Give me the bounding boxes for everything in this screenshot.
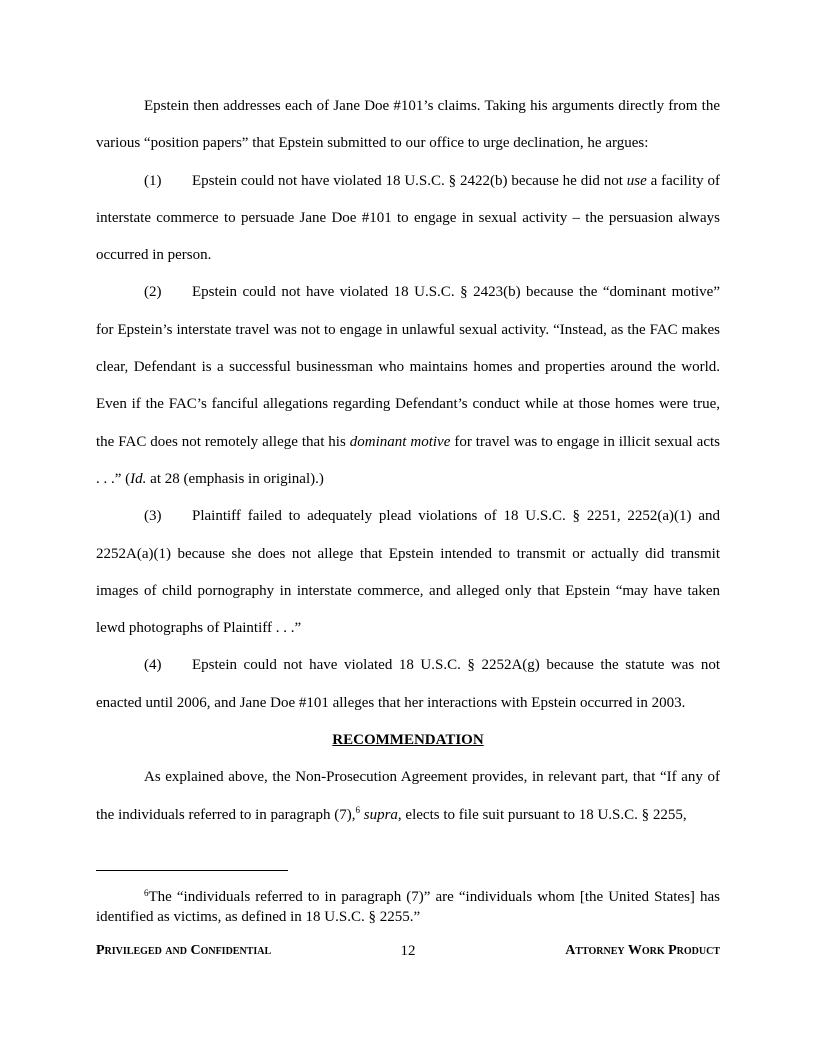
- argument-item-3: [96, 498, 720, 647]
- footnote-separator: [96, 870, 288, 871]
- argument-emphasis: use: [626, 172, 647, 189]
- argument-text: Epstein could not have violated 18 U.S.C. § 2252A(g) because the statute was not enacted until 2006, and Jane Doe #101 alleges that her interactions with Epstein occurred in 2003.: [96, 657, 720, 711]
- footer-work-product-label: Attorney Work Product: [565, 943, 720, 958]
- argument-text: at 28 (emphasis in original).): [146, 470, 324, 487]
- recommendation-paragraph: [96, 759, 720, 834]
- footnote-reference: 6: [355, 804, 360, 815]
- footnote-text: The “individuals referred to in paragraph (7)” are “individuals whom [the United States] has identified as victims, as defined in 18 U.S.C. § 2255.”: [96, 889, 720, 925]
- argument-emphasis: dominant motive: [349, 433, 451, 450]
- argument-number: (1): [144, 172, 162, 189]
- argument-text: for travel was to engage in illicit sexual acts . . .” (: [96, 433, 720, 487]
- section-heading: RECOMMENDATION: [332, 732, 484, 749]
- argument-item-4: [96, 647, 720, 722]
- argument-text: Epstein could not have violated 18 U.S.C. § 2422(b) because he did not: [192, 172, 627, 189]
- argument-number: (4): [144, 657, 162, 674]
- footer-privileged-label: Privileged and Confidential: [96, 943, 272, 958]
- recommendation-text: , elects to file suit pursuant to 18 U.S.C. § 2255,: [397, 806, 687, 823]
- argument-text: Epstein could not have violated 18 U.S.C. § 2423(b) because the “dominant motive” for Epstein’s interstate travel was not to engage in unlawful sexual activity. “Instead, as the FAC makes clear, Defendant is a successful businessman who maintains homes and properties around the world. Even if the FAC’s fanciful allegations regarding Defendant’s conduct while at those homes were true, the FAC does not remotely allege that his: [96, 284, 720, 450]
- footnote: [96, 887, 720, 927]
- argument-item-2: [96, 274, 720, 498]
- recommendation-text: As explained above, the Non-Prosecution Agreement provides, in relevant part, that “If any of the individuals referred to in paragraph (7),: [96, 769, 720, 823]
- citation-id: Id.: [130, 470, 147, 487]
- footnote-marker: 6: [144, 888, 149, 898]
- intro-paragraph: Epstein then addresses each of Jane Doe #101’s claims. Taking his arguments directly from the various “position papers” that Epstein submitted to our office to urge declination, he argues:: [96, 98, 720, 152]
- page-number: 12: [400, 943, 416, 959]
- body-text: [96, 88, 720, 834]
- argument-number: (2): [144, 284, 162, 301]
- recommendation-emphasis: supra: [363, 806, 398, 823]
- argument-item-1: [96, 163, 720, 275]
- argument-number: (3): [144, 508, 162, 525]
- argument-text: a facility of interstate commerce to persuade Jane Doe #101 to engage in sexual activity – the persuasion always occurred in person.: [96, 172, 720, 264]
- argument-text: Plaintiff failed to adequately plead violations of 18 U.S.C. § 2251, 2252(a)(1) and 2252A(a)(1) because she does not allege that Epstein intended to transmit or actually did transmit images of child pornography in interstate commerce, and alleged only that Epstein “may have taken lewd photographs of Plaintiff . . .”: [96, 508, 720, 637]
- page-footer: [96, 943, 720, 963]
